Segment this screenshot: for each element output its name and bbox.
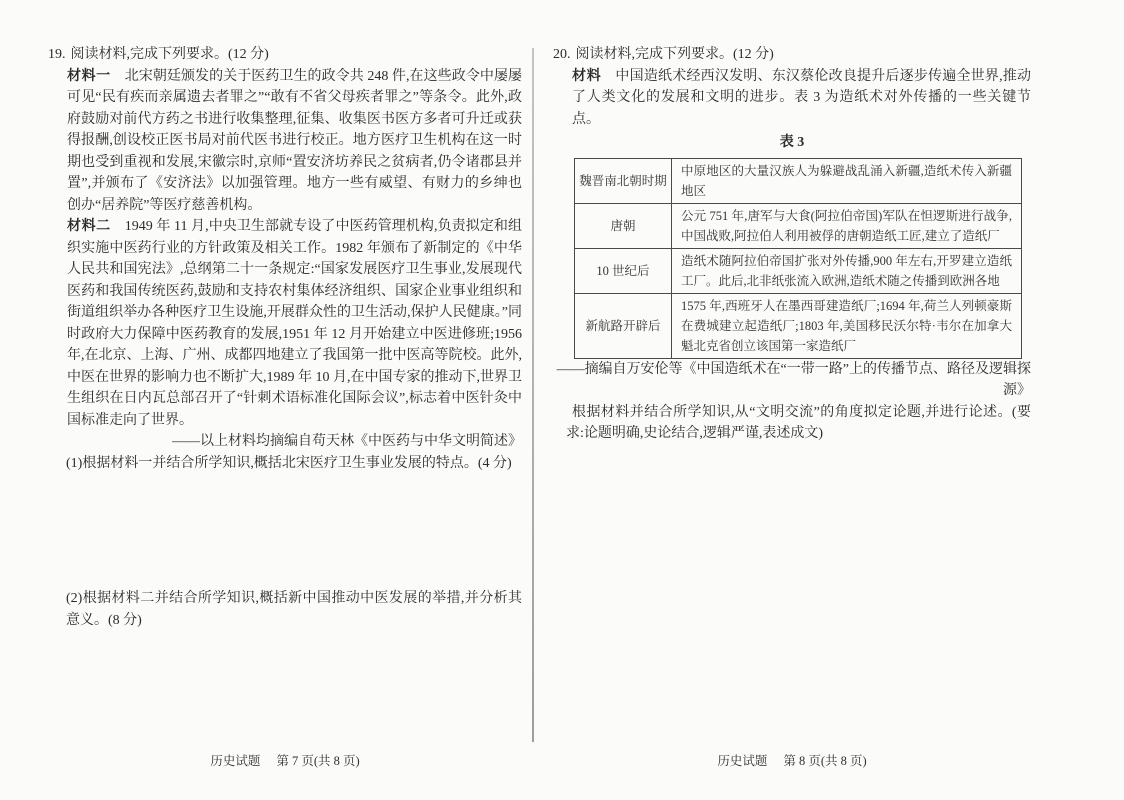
table-row <box>575 158 1022 203</box>
paper-spread-table <box>574 158 1022 359</box>
table-cell-period: 唐朝 <box>575 203 672 248</box>
question-19-heading <box>48 44 522 66</box>
material-1-paragraph <box>48 66 522 217</box>
material-2-paragraph <box>48 216 522 431</box>
table-cell-event: 公元 751 年,唐军与大食(阿拉伯帝国)军队在怛逻斯进行战争,中国战败,阿拉伯人利用被俘的唐朝造纸工匠,建立了造纸厂 <box>672 203 1022 248</box>
table-attribution: ——摘编自万安伦等《中国造纸术在“一带一路”上的传播节点、路径及逻辑探源》 <box>556 361 1031 398</box>
material-1-label: 材料一 <box>67 68 111 84</box>
material-1-text: 北宋朝廷颁发的关于医药卫生的政令共 248 件,在这些政令中屡屡可见“民有疾而亲属遗去者罪之”“敢有不省父母疾者罪之”等条令。此外,政府鼓励对前代方药之书进行收集整理,征集、收集医书医方多者可升迁或获得报酬,创设校正医书局对前代医书进行校正。地方医疗卫生机构在这一时期也受到重视和发展,宋徽宗时,京师“置安济坊养民之贫病者,仍令诸郡县并置”,并颁布了《安济法》以加强管理。地方一些有威望、有财力的乡绅也创办“居养院”等医疗慈善机构。 <box>67 68 523 213</box>
table-cell-period: 10 世纪后 <box>575 248 672 293</box>
table-cell-period: 新航路开辟后 <box>575 293 672 358</box>
table-caption: 表 3 <box>779 135 805 150</box>
table-row <box>575 203 1022 248</box>
material-text: 中国造纸术经西汉发明、东汉蔡伦改良提升后逐步传遍全世界,推动了人类文化的发展和文明的进步。表 3 为造纸术对外传播的一些关键节点。 <box>572 68 1032 127</box>
question-19-intro: 阅读材料,完成下列要求。(12 分) <box>70 47 269 62</box>
footer-page-8 <box>553 751 1031 769</box>
table-cell-period: 魏晋南北朝时期 <box>575 158 672 203</box>
table-row <box>575 248 1022 293</box>
material-attribution: ——以上材料均摘编自苟天林《中医药与中华文明简述》 <box>172 434 522 449</box>
footer-title: 历史试题 <box>210 754 261 768</box>
footer-page-number: 第 8 页(共 8 页) <box>783 754 867 768</box>
material-2-text: 1949 年 11 月,中央卫生部就专设了中医药管理机构,负责拟定和组织实施中医药行业的方针政策及相关工作。1982 年颁布了新制定的《中华人民共和国宪法》,总纲第二十一条规定:“国家发展医疗卫生事业,发展现代医药和我国传统医药,鼓励和支持农村集体经济组织、国家企业事业组织和街道组织举办各种医疗卫生设施,开展群众性的卫生活动,保护人民健康。”同时政府大力保障中医药教育的发展,1951 年 12 月开始建立中医进修班;1956 年,在北京、上海、广州、成都四地建立了我国第一批中医高等院校。此外,中医在世界的影响力也不断扩大,1989 年 10 月,在中国专家的推动下,世界卫生组织在日内瓦总部召开了“针刺术语标准化国际会议”,标志着中医针灸中国标准走向了世界。 <box>67 219 523 428</box>
page-fold-divider <box>532 48 534 742</box>
sub-question-1: (1)根据材料一并结合所学知识,概括北宋医疗卫生事业发展的特点。(4 分) <box>66 455 512 471</box>
footer-title: 历史试题 <box>717 754 768 768</box>
question-19-number: 19. <box>48 47 66 62</box>
table-cell-event: 1575 年,西班牙人在墨西哥建造纸厂;1694 年,荷兰人列顿豪斯在费城建立起造纸厂;1803 年,美国移民沃尔特·韦尔在加拿大魁北克省创立该国第一家造纸厂 <box>672 293 1022 358</box>
material-paragraph <box>553 66 1031 131</box>
table-cell-event: 中原地区的大量汉族人为躲避战乱涌入新疆,造纸术传入新疆地区 <box>672 158 1022 203</box>
answer-space <box>48 474 522 588</box>
footer-page-7 <box>48 751 522 769</box>
material-label: 材料 <box>572 68 602 84</box>
page-8 <box>553 44 1031 445</box>
page-7 <box>48 44 522 631</box>
question-20-number: 20. <box>553 47 571 62</box>
footer-page-number: 第 7 页(共 8 页) <box>276 754 360 768</box>
material-2-label: 材料二 <box>67 219 111 234</box>
table-cell-event: 造纸术随阿拉伯帝国扩张对外传播,900 年左右,开罗建立造纸工厂。此后,北非纸张流入欧洲,造纸术随之传播到欧洲各地 <box>672 248 1022 293</box>
table-row <box>575 293 1022 358</box>
sub-question-2: (2)根据材料二并结合所学知识,概括新中国推动中医发展的举措,并分析其意义。(8 分) <box>66 591 522 628</box>
question-20-heading <box>553 44 1031 66</box>
essay-task: 根据材料并结合所学知识,从“文明交流”的角度拟定论题,并进行论述。(要求:论题明确,史论结合,逻辑严谨,表述成文) <box>566 404 1031 441</box>
question-20-intro: 阅读材料,完成下列要求。(12 分) <box>575 47 774 62</box>
